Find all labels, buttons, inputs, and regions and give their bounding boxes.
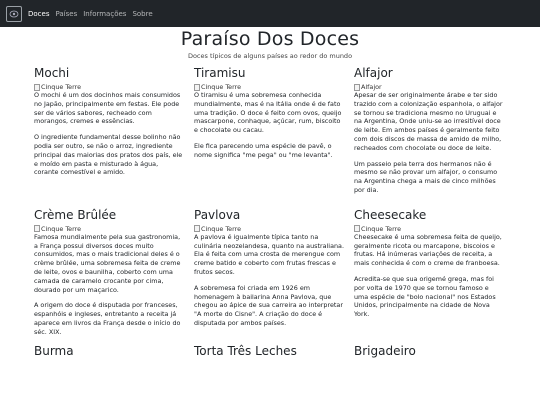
broken-image-icon bbox=[34, 84, 40, 91]
card-image bbox=[354, 83, 504, 91]
card-title: Mochi bbox=[34, 66, 70, 80]
card-image-alt: Cinque Terre bbox=[201, 83, 242, 91]
card-cheesecake bbox=[354, 208, 504, 344]
card-title: Pavlova bbox=[194, 207, 241, 222]
card-title: Cheesecake bbox=[354, 207, 427, 222]
sweets-grid bbox=[34, 66, 540, 361]
broken-image-icon bbox=[194, 84, 200, 91]
card-paragraph: Um passeio pela terra dos hermanos não é mesmo se não provar um alfajor, o consumo na Argentina chega a mais de cinco milhões por dia. bbox=[354, 159, 498, 194]
card-mochi bbox=[34, 66, 184, 202]
card-pavlova bbox=[194, 208, 344, 344]
brand-logo-icon bbox=[9, 9, 19, 19]
broken-image-icon bbox=[354, 84, 360, 91]
card-title: Torta Três Leches bbox=[194, 343, 297, 358]
page-subtitle: Doces típicos de alguns países ao redor do mundo bbox=[187, 52, 353, 60]
nav-link-informacoes[interactable]: Informações bbox=[83, 9, 127, 18]
card-paragraph: O ingrediente fundamental desse bolinho não podia ser outro, se não o arroz, ingrediente principal das maiorias dos pratos dos país, ele e moído em pasta e misturado à água, corante comestível e amido. bbox=[34, 133, 183, 177]
card-image bbox=[34, 225, 184, 233]
card-image bbox=[194, 225, 344, 233]
card-paragraph: O tiramisu é uma sobremesa conhecida mundialmente, mas é na Itália onde é de fato uma tradição. O doce é feito com ovos, queijo mascarpone, conhaque, açúcar, rum, biscoito e chocolate ou cacau. bbox=[194, 91, 342, 135]
nav-link-doces[interactable]: Doces bbox=[28, 9, 50, 18]
card-paragraph: O mochi é um dos docinhos mais consumidos no Japão, principalmente em festas. Ele pode ser de vários sabores, recheado com morangos, cremes e essências. bbox=[34, 91, 181, 126]
card-title: Crème Brûlée bbox=[34, 207, 117, 222]
card-image bbox=[34, 83, 184, 91]
card-brigadeiro bbox=[354, 344, 504, 361]
broken-image-icon bbox=[354, 225, 360, 232]
brand-logo[interactable] bbox=[6, 6, 22, 22]
card-image-alt: Cinque Terre bbox=[41, 83, 82, 91]
card-creme-brulee bbox=[34, 208, 184, 344]
page-title: Paraíso Dos Doces bbox=[180, 28, 360, 50]
card-paragraph: Famosa mundialmente pela sua gastronomia, a França possui diversos doces muito consumidos, mas o mais tradicional deles é o crème brûlée, uma sobremesa feita de creme de leite, ovos e baunilha, coberto com uma camada de caramelo crocante por cima, dourado por um maçarico. bbox=[34, 232, 181, 294]
broken-image-icon bbox=[194, 225, 200, 232]
card-paragraph: Ele fica parecendo uma espécie de pavê, o nome significa "me pega" ou "me levanta". bbox=[194, 141, 333, 159]
card-image-alt: Cinque Terre bbox=[201, 224, 242, 233]
card-image bbox=[194, 83, 344, 91]
card-torta-tres-leches bbox=[194, 344, 344, 361]
card-image-alt: Alfajor bbox=[361, 83, 382, 91]
card-paragraph: A origem do doce é disputada por franceses, espanhóis e ingleses, entretanto a receita já aparece em livros da França desde o início do séc. XIX. bbox=[34, 301, 181, 336]
card-title: Brigadeiro bbox=[354, 343, 416, 358]
card-title: Burma bbox=[34, 343, 74, 358]
card-title: Tiramisu bbox=[194, 66, 246, 80]
card-image-alt: Cinque Terre bbox=[361, 224, 402, 233]
nav-link-paises[interactable]: Países bbox=[55, 9, 78, 18]
card-paragraph: Apesar de ser originalmente árabe e ter sido trazido com a colonização espanhola, o alfajor se tornou se tradiciona mesmo no Uruguai e na Argentina, Onde uniu-se ao irresitível doce de leite. Em ambos países é geralmente feito com dois discos de massa de amido de milho, recheados com chocolate ou doce de leite. bbox=[354, 91, 503, 152]
card-image-alt: Cinque Terre bbox=[41, 224, 82, 233]
card-paragraph: Acredita-se que sua origemé grega, mas foi por volta de 1970 que se tornou famoso e uma espécie de "bolo nacional" nos Estados Unidos, principalmente na cidade de Nova York. bbox=[354, 274, 496, 319]
nav-link-sobre[interactable]: Sobre bbox=[132, 9, 153, 18]
card-title: Alfajor bbox=[354, 66, 393, 80]
card-burma bbox=[34, 344, 184, 361]
card-image bbox=[354, 225, 504, 233]
card-paragraph: A pavlova é igualmente típica tanto na culinária neozelandesa, quanto na australiana. Ela é feita com uma crosta de merengue com creme batido e coberto com frutas frescas e frutos secos. bbox=[194, 232, 344, 276]
card-tiramisu bbox=[194, 66, 344, 202]
card-paragraph: A sobremesa foi criada em 1926 em homenagem à bailarina Anna Pavlova, que chegou ao ápice de sua carreira ao interpretar "A morte do Cisne". A criação do doce é disputada por ambos países. bbox=[194, 283, 343, 327]
card-alfajor bbox=[354, 66, 504, 202]
top-navbar bbox=[0, 0, 540, 27]
card-paragraph: Cheesecake é uma sobremesa feita de queijo, geralmente ricota ou marcapone, biscoios e frutas. Há inúmeras variações de receita, a mais conhecida é com o creme de franboesa. bbox=[354, 232, 502, 268]
broken-image-icon bbox=[34, 225, 40, 232]
